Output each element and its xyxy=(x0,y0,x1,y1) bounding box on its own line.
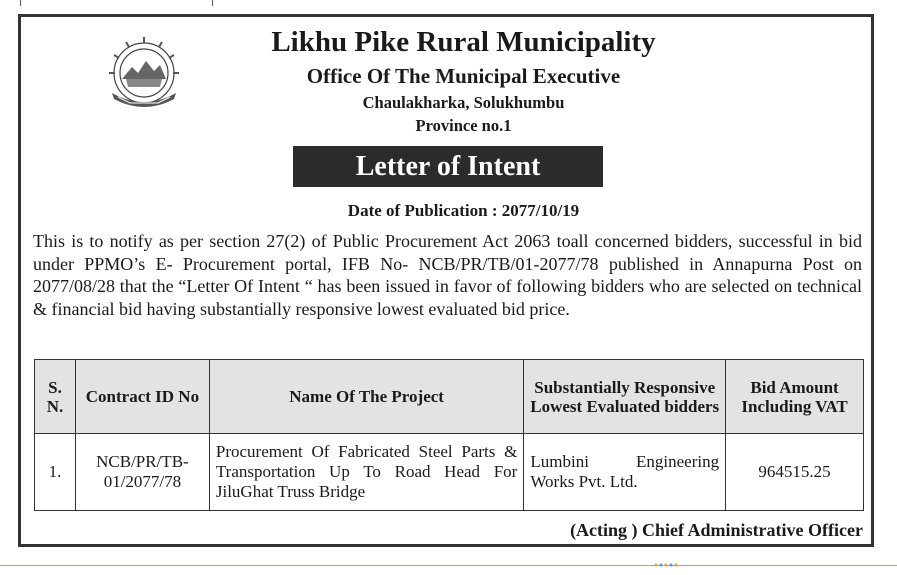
notice-body: This is to notify as per section 27(2) of Public Procurement Act 2063 toall concerned bidders, successful in bid under PPMO’s E- Procurement portal, IFB No- NCB/PR/TB/01-2077/78 published in Annapurna Post on 2077/08/28 that the “Letter Of Intent “ has been issued in favor of following bidders who are selected on technical & financial bid having substantially responsive lowest evaluated bid price. xyxy=(33,231,862,319)
header-contract-id: Contract ID No xyxy=(75,360,209,434)
signatory-title: (Acting ) Chief Administrative Officer xyxy=(570,520,863,540)
cell-project-name: Procurement Of Fabricated Steel Parts & Transportation Up To Road Head For JiluGhat Truss Bridge xyxy=(209,434,523,511)
top-divider-mid xyxy=(212,0,213,6)
cell-sn: 1. xyxy=(35,434,76,511)
decorative-dots-icon xyxy=(652,562,682,568)
header-sn: S. N. xyxy=(35,360,76,434)
publication-date: Date of Publication : 2077/10/19 xyxy=(347,201,580,220)
municipality-name: Likhu Pike Rural Municipality xyxy=(271,26,656,58)
header-project-name: Name Of The Project xyxy=(209,360,523,434)
top-divider-left xyxy=(20,0,21,6)
province-name: Province no.1 xyxy=(415,116,512,135)
office-address: Chaulakharka, Solukhumbu xyxy=(362,93,565,112)
bidders-table xyxy=(34,359,864,511)
header-bid-amount: Bid Amount Including VAT xyxy=(726,360,864,434)
cell-contract-id: NCB/PR/TB-01/2077/78 xyxy=(75,434,209,511)
cell-bidder: Lumbini Engineering Works Pvt. Ltd. xyxy=(524,434,726,511)
office-name: Office Of The Municipal Executive xyxy=(306,64,621,88)
table-row xyxy=(35,434,864,511)
cell-bid-amount: 964515.25 xyxy=(726,434,864,511)
letter-of-intent-banner: Letter of Intent xyxy=(293,146,603,187)
page-bottom-rule xyxy=(0,565,897,566)
table-header-row xyxy=(35,360,864,434)
header-bidder: Substantially Responsive Lowest Evaluated bidders xyxy=(524,360,726,434)
